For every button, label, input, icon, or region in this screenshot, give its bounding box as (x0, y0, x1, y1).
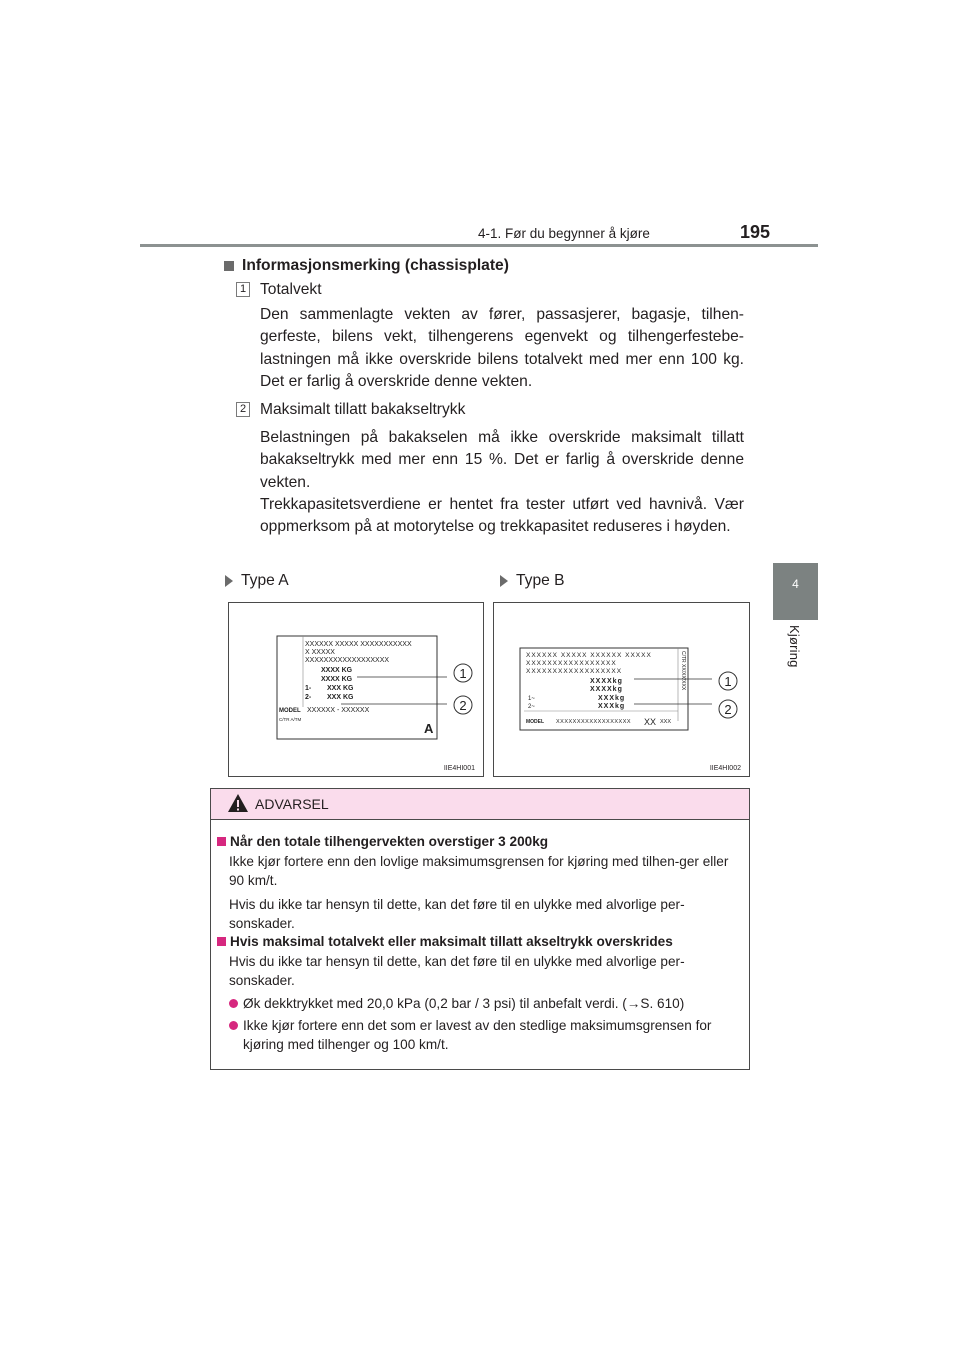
item-1-title: Totalvekt (260, 281, 322, 298)
section-heading (224, 255, 509, 277)
page-number: 195 (740, 222, 771, 242)
warning-heading-2: Hvis maksimal totalvekt eller maksimalt tillatt akseltrykk overskrides (217, 932, 673, 951)
item-number-1: 1 (236, 282, 250, 297)
warning-triangle-icon (227, 793, 249, 813)
item-2-title: Maksimalt tillatt bakakseltrykk (260, 401, 466, 418)
plate-b-tail-2: XXX (660, 719, 672, 725)
plate-b-line-5: XXXXkg (590, 686, 623, 693)
warning-1-paragraph-1: Ikke kjør fortere enn den lovlige maksimumsgrensen for kjøring med tilhen-ger eller 90 km/t. (229, 854, 729, 888)
plate-a-line-4: XXXX KG (321, 667, 353, 674)
plate-b-line-2: XXXXXXXXXXXXXXXXX (526, 660, 617, 667)
plate-b-model-value: XXXXXXXXXXXXXXXXXX (556, 719, 632, 725)
plate-a-line-7: XXX KG (327, 694, 354, 701)
figure-a-code: IIE4HI001 (443, 765, 475, 772)
item-2-paragraph-2: Trekkapasitetsverdiene er hentet fra tester utført ved havnivå. Vær oppmerksom på at motorytelse og trekkapasitet reduseres i høyden. (260, 496, 744, 536)
callout-2-a-num: 2 (459, 698, 467, 713)
warning-2-paragraph-1: Hvis du ikke tar hensyn til dette, kan det føre til en ulykke med alvorlige per-sonskader. (229, 954, 685, 988)
warning-2-bullet-2: Ikke kjør fortere enn det som er lavest av den stedlige maksimumsgrensen for kjøring med tilhenger og 100 km/t. (229, 1016, 745, 1054)
chassis-plate-b-illustration (494, 603, 749, 776)
callout-1-a-num: 1 (459, 666, 467, 681)
warning-1-paragraph-2: Hvis du ikke tar hensyn til dette, kan det føre til en ulykke med alvorlige per-sonskader. (229, 897, 685, 931)
plate-b-prefix-1: 1~ (528, 696, 535, 702)
plate-b-side-text: C/TR XX/XX/XXX (680, 651, 686, 691)
type-a-label: Type A (225, 570, 289, 592)
callout-1-b-num: 1 (724, 674, 732, 689)
warning-header (211, 789, 749, 820)
triangle-bullet-icon (225, 575, 233, 587)
plate-b-tail: XX (644, 717, 657, 727)
plate-b-line-4: XXXXkg (590, 678, 623, 685)
plate-a-model-value: XXXXXX - XXXXXX (307, 707, 370, 714)
chassis-plate-a-illustration (229, 603, 483, 776)
item-number-2: 2 (236, 402, 250, 417)
figure-b-code: IIE4HI002 (709, 765, 741, 772)
warning-title: ADVARSEL (255, 796, 329, 812)
item-1-paragraph: Den sammenlagte vekten av fører, passasjerer, bagasje, tilhen-gerfeste, bilens vekt, tilhengerens egenvekt og tilhengerfestebe-lastningen må ikke overskride bilens totalvekt med mer enn 100 kg. Det er farlig å overskride denne vekten. (260, 306, 744, 391)
plate-a-line-1: XXXXXX XXXXX XXXXXXXXXXX (305, 641, 412, 648)
plate-a-outline (277, 636, 437, 739)
item-2-paragraph-1: Belastningen på bakakselen må ikke overskride maksimalt tillatt bakakseltrykk med mer enn 15 %. Det er farlig å overskride denne vekten. (260, 429, 744, 491)
chapter-label: Kjøring (787, 625, 802, 668)
plate-b-line-1: XXXXXX XXXXX XXXXXX XXXXX (526, 652, 652, 659)
section-title: 4-1. Før du begynner å kjøre (478, 226, 650, 241)
pink-square-icon (217, 837, 226, 846)
header-rule (140, 244, 818, 247)
warning-heading-1: Når den totale tilhengervekten overstiger 3 200kg (217, 832, 548, 851)
section-heading-text: Informasjonsmerking (chassisplate) (242, 257, 509, 274)
plate-a-prefix-2: 2- (305, 694, 312, 701)
figure-type-b (493, 602, 750, 777)
warning-2-bullet-1: Øk dekktrykket med 20,0 kPa (0,2 bar / 3 psi) til anbefalt verdi. (→S. 610) (229, 994, 745, 1013)
callout-2-b-num: 2 (724, 702, 732, 717)
plate-a-line-5: XXXX KG (321, 676, 353, 683)
plate-b-line-7: XXXkg (598, 703, 626, 710)
triangle-bullet-icon (500, 575, 508, 587)
plate-a-prefix-1: 1- (305, 685, 312, 692)
plate-a-line-2: X XXXXX (305, 649, 335, 656)
plate-a-line-6: XXX KG (327, 685, 354, 692)
square-bullet-icon (224, 261, 234, 271)
warning-box (210, 788, 750, 1070)
plate-b-line-3: XXXXXXXXXXXXXXXXXX (526, 668, 623, 675)
pink-bullet-icon (229, 1021, 238, 1030)
figure-type-a (228, 602, 484, 777)
plate-b-line-6: XXXkg (598, 695, 626, 702)
type-b-label: Type B (500, 570, 565, 592)
chapter-number: 4 (792, 577, 799, 591)
chapter-tab (773, 563, 818, 620)
pink-bullet-icon (229, 999, 238, 1008)
plate-a-model-label: MODEL (279, 708, 301, 714)
pink-square-icon (217, 937, 226, 946)
plate-a-letter: A (424, 721, 434, 736)
plate-a-small-text: C/TR A/TM (279, 717, 302, 722)
plate-b-prefix-2: 2~ (528, 704, 535, 710)
plate-a-line-3: XXXXXXXXXXXXXXXXXX (305, 657, 390, 664)
plate-b-model-label: MODEL (526, 719, 545, 725)
